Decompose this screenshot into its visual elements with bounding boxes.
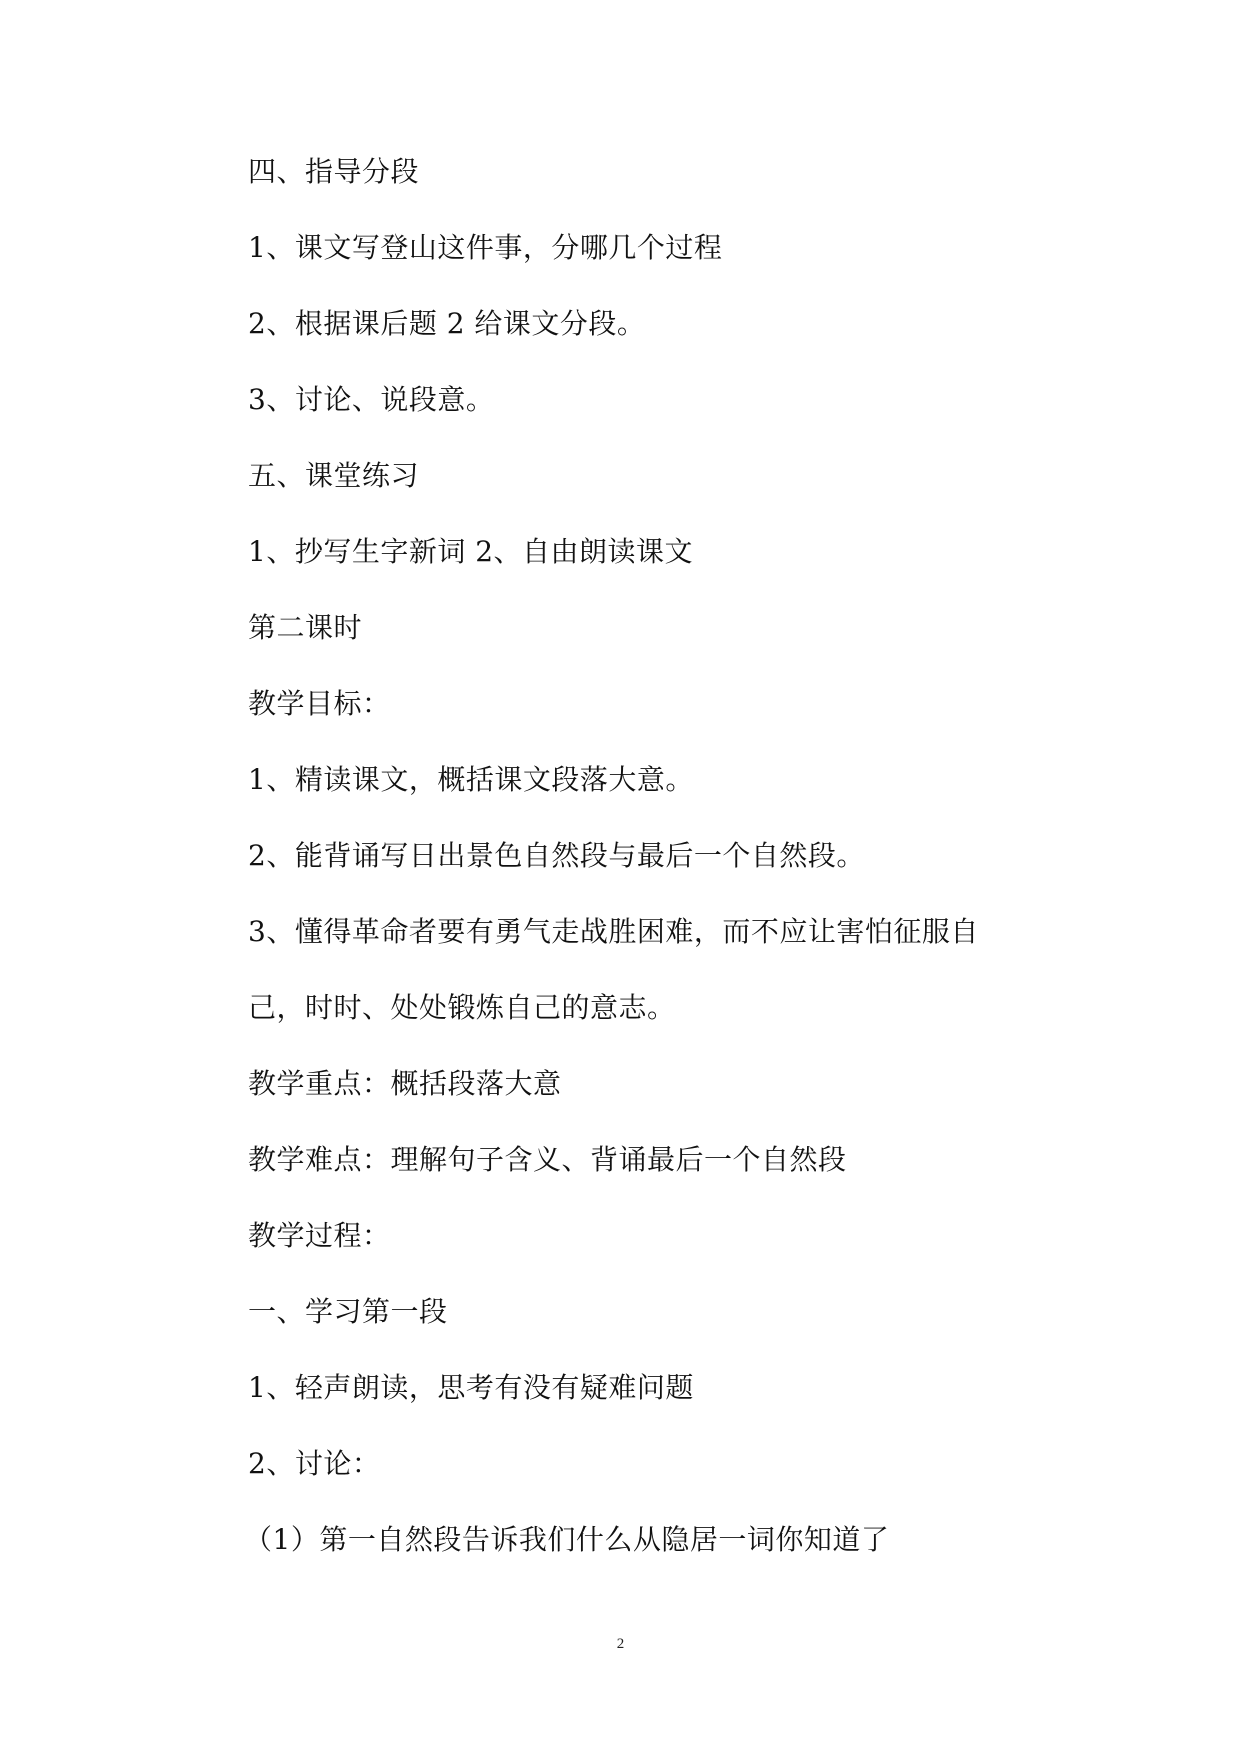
process-heading: 教学过程：	[248, 1219, 391, 1252]
section-heading-one: 一、学习第一段	[248, 1295, 448, 1328]
section-heading-four: 四、指导分段	[248, 155, 420, 188]
text-line: 1、课文写登山这件事，分哪几个过程	[248, 231, 723, 264]
text-line: 3、讨论、说段意。	[248, 383, 495, 416]
text-line: 2、根据课后题 2 给课文分段。	[248, 307, 646, 340]
text-line: 2、讨论：	[248, 1447, 381, 1480]
lesson-heading: 第二课时	[248, 611, 363, 644]
key-points: 教学重点：概括段落大意	[248, 1067, 562, 1100]
text-line: （1）第一自然段告诉我们什么从隐居一词你知道了	[244, 1523, 890, 1556]
text-line: 2、能背诵写日出景色自然段与最后一个自然段。	[248, 839, 865, 872]
text-line: 1、抄写生字新词 2、自由朗读课文	[248, 535, 694, 568]
objectives-heading: 教学目标：	[248, 687, 391, 720]
page-number: 2	[616, 1636, 625, 1652]
text-line: 己，时时、处处锻炼自己的意志。	[248, 991, 676, 1024]
difficult-points: 教学难点：理解句子含义、背诵最后一个自然段	[248, 1143, 847, 1176]
text-line: 1、精读课文，概括课文段落大意。	[248, 763, 694, 796]
text-line: 1、轻声朗读，思考有没有疑难问题	[248, 1371, 694, 1404]
section-heading-five: 五、课堂练习	[248, 459, 420, 492]
text-line: 3、懂得革命者要有勇气走战胜困难，而不应让害怕征服自	[248, 915, 979, 948]
